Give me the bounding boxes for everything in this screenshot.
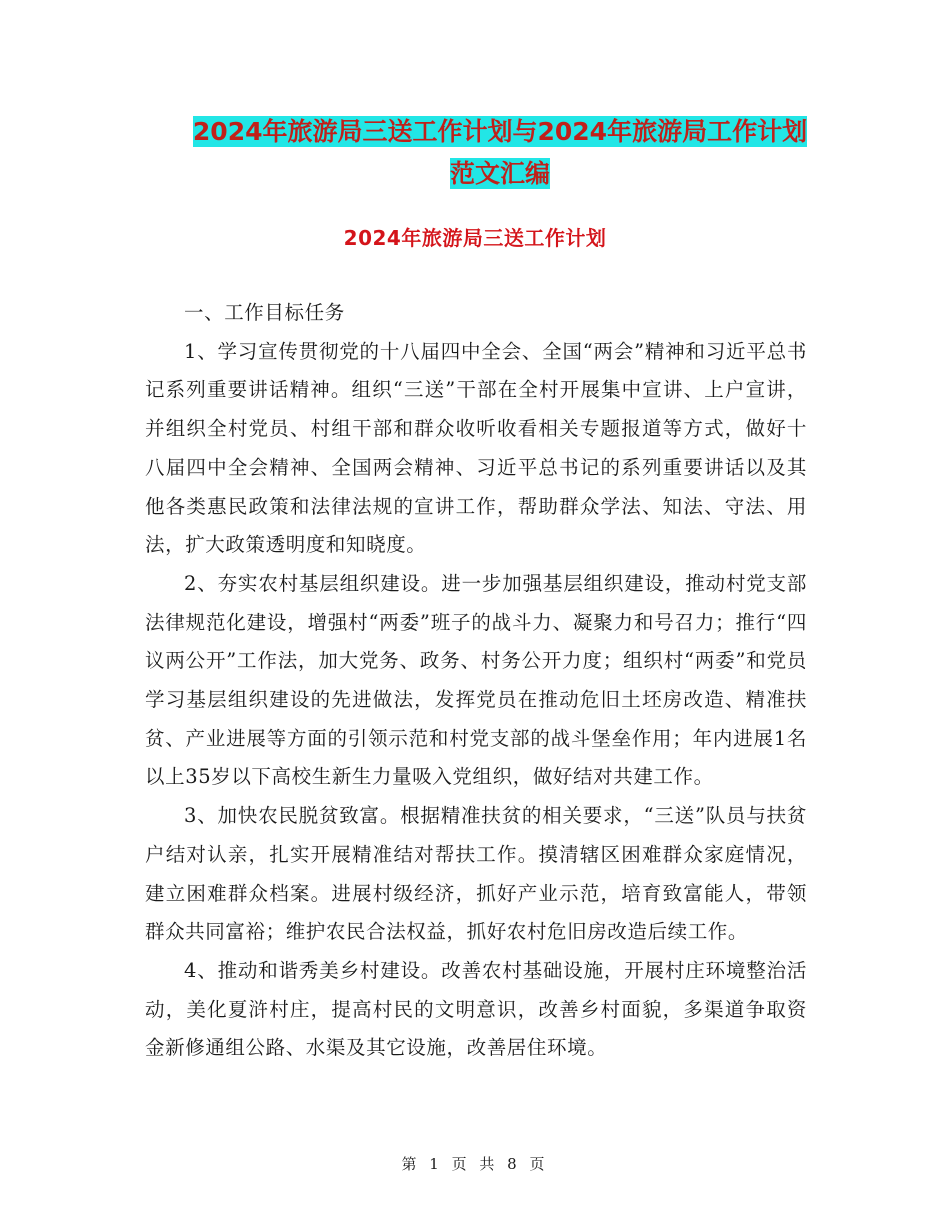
paragraph: 4、推动和谐秀美乡村建设。改善农村基础设施，开展村庄环境整治活动，美化夏浒村庄，提高村民的文明意识，改善乡村面貌，多渠道争取资金新修通组公路、水渠及其它设施，改善居住环境。 — [145, 958, 807, 1060]
paragraph: 2、夯实农村基层组织建设。进一步加强基层组织建设，推动村党支部法律规范化建设，增强村“两委”班子的战斗力、凝聚力和号召力；推行“四议两公开”工作法，加大党务、政务、村务公开力度；组织村“两委”和党员学习基层组织建设的先进做法，发挥党员在推动危旧土坯房改造、精准扶贫、产业进展等方面的引领示范和村党支部的战斗堡垒作用；年内进展1名以上35岁以下高校生新生力量吸入党组织，做好结对共建工作。 — [145, 571, 807, 789]
section-heading: 2024年旅游局三送工作计划 — [343, 226, 607, 250]
document-title-line-2 — [140, 154, 860, 194]
title-highlight-1: 2024年旅游局三送工作计划与2024年旅游局工作计划 — [192, 117, 808, 146]
paragraph: 1、学习宣传贯彻党的十八届四中全会、全国“两会”精神和习近平总书记系列重要讲话精神。组织“三送”干部在全村开展集中宣讲、上户宣讲，并组织全村党员、村组干部和群众收听收看相关专题报道等方式，做好十八届四中全会精神、全国两会精神、习近平总书记的系列重要讲话以及其他各类惠民政策和法律法规的宣讲工作，帮助群众学法、知法、守法、用法，扩大政策透明度和知晓度。 — [145, 339, 807, 557]
document-body — [145, 294, 807, 1068]
document-title-line-1 — [140, 112, 860, 152]
paragraph-heading: 一、工作目标任务 — [184, 301, 345, 324]
title-highlight-2: 范文汇编 — [449, 159, 550, 188]
paragraph: 3、加快农民脱贫致富。根据精准扶贫的相关要求，“三送”队员与扶贫户结对认亲，扎实开展精准结对帮扶工作。摸清辖区困难群众家庭情况，建立困难群众档案。进展村级经济，抓好产业示范，培育致富能人，带领群众共同富裕；维护农民合法权益，抓好农村危旧房改造后续工作。 — [145, 804, 807, 944]
page-footer: 第 1 页 共 8 页 — [401, 1155, 549, 1173]
